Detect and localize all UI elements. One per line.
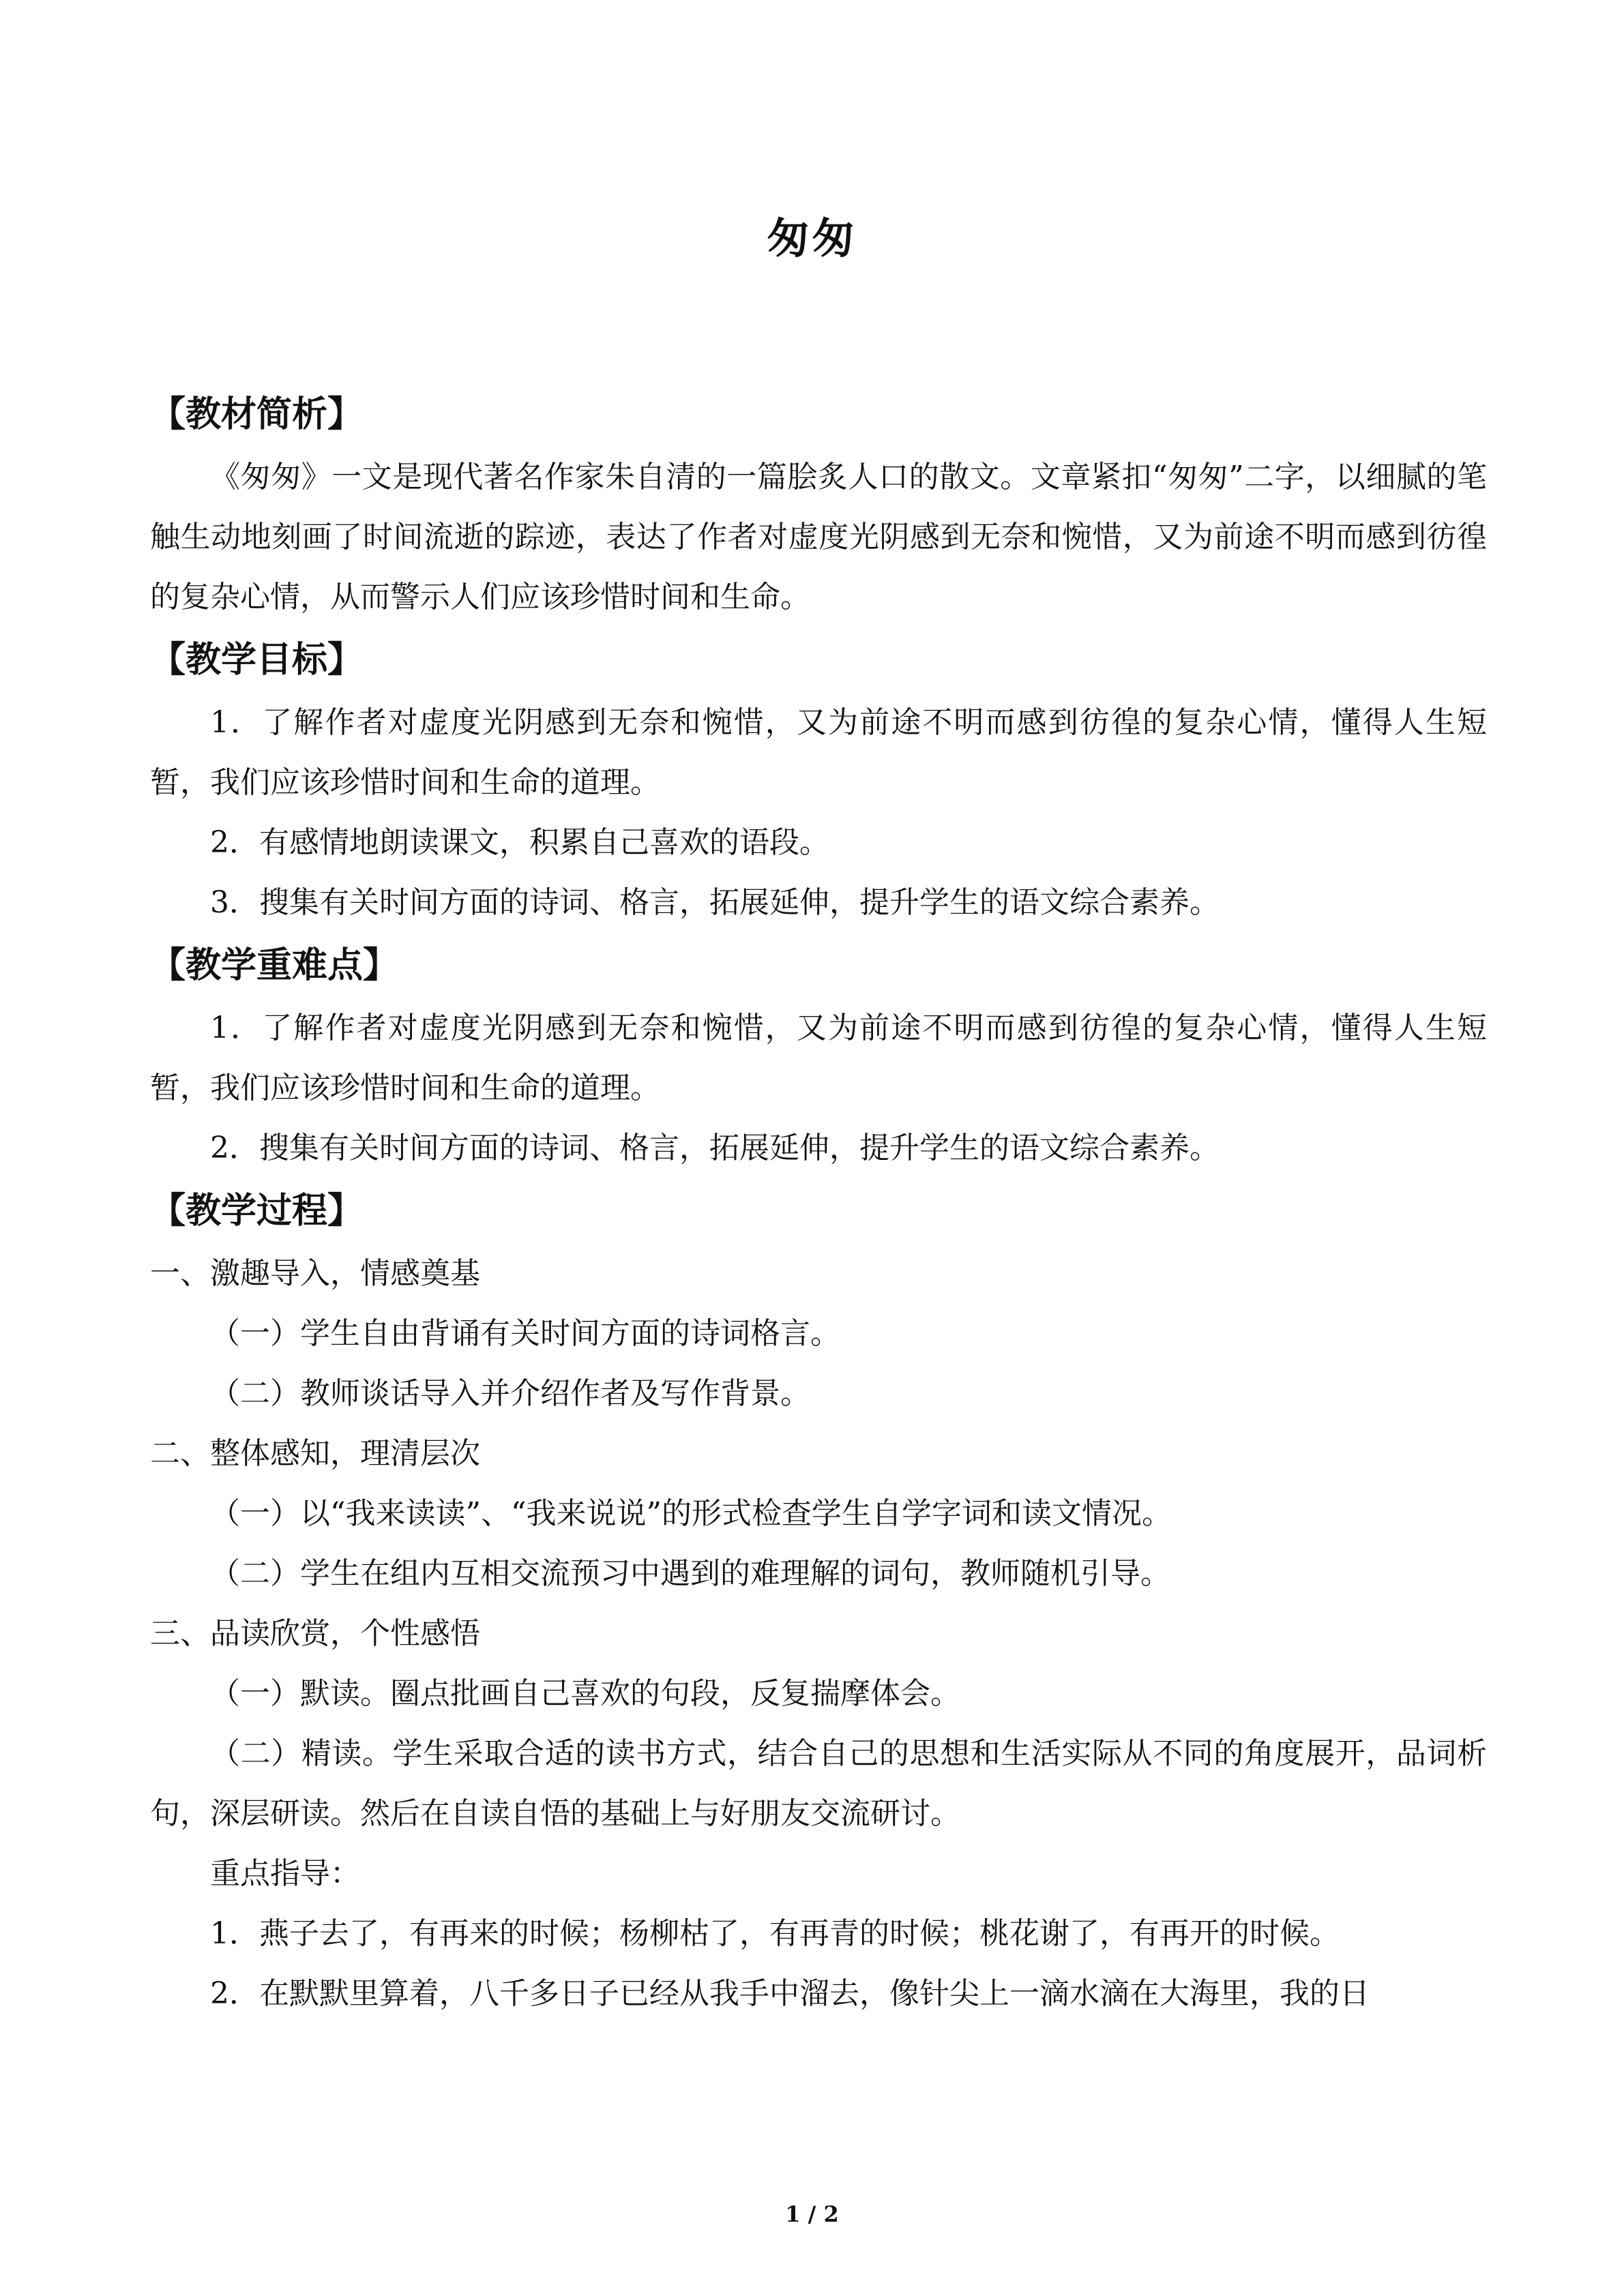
process-step-3: 三、品读欣赏，个性感悟 [150,1616,480,1651]
process-step-2: 二、整体感知，理清层次 [150,1436,480,1471]
section-heading-key-difficulties: 【教学重难点】 [150,944,399,986]
process-step-1b: （二）教师谈话导入并介绍作者及写作背景。 [210,1376,810,1411]
page-number: 1 / 2 [785,2201,839,2227]
teaching-goal-3: 3．搜集有关时间方面的诗词、格言，拓展延伸，提升学生的语文综合素养。 [210,885,1220,920]
section-heading-teaching-goals: 【教学目标】 [150,639,364,681]
focus-item-1: 1．燕子去了，有再来的时候；杨柳枯了，有再青的时候；桃花谢了，有再开的时候。 [210,1916,1340,1951]
teaching-goal-1: 1．了解作者对虚度光阴感到无奈和惋惜，又为前途不明而感到彷徨的复杂心情，懂得人生短暂，我们应该珍惜时间和生命的道理。 [150,705,1487,800]
process-step-2a: （一）以“我来读读”、“我来说说”的形式检查学生自学字词和读文情况。 [210,1496,1172,1531]
process-step-2b: （二）学生在组内互相交流预习中遇到的难理解的词句，教师随机引导。 [210,1556,1170,1591]
process-step-3a: （一）默读。圈点批画自己喜欢的句段，反复揣摩体会。 [210,1676,960,1711]
key-difficulty-1: 1．了解作者对虚度光阴感到无奈和惋惜，又为前途不明而感到彷徨的复杂心情，懂得人生短暂，我们应该珍惜时间和生命的道理。 [150,1011,1487,1105]
process-step-3b: （二）精读。学生采取合适的读书方式，结合自己的思想和生活实际从不同的角度展开，品词析句，深层研读。然后在自读自悟的基础上与好朋友交流研讨。 [150,1736,1487,1831]
key-difficulty-2: 2．搜集有关时间方面的诗词、格言，拓展延伸，提升学生的语文综合素养。 [210,1131,1220,1165]
section-heading-teaching-process: 【教学过程】 [150,1190,364,1232]
focus-label: 重点指导： [210,1856,360,1891]
teaching-goal-2: 2．有感情地朗读课文，积累自己喜欢的语段。 [210,825,829,860]
process-step-1: 一、激趣导入，情感奠基 [150,1256,480,1291]
section-heading-material-analysis: 【教材简析】 [150,393,364,435]
material-analysis-text: 《匆匆》一文是现代著名作家朱自清的一篇脍炙人口的散文。文章紧扣“匆匆”二字，以细腻的笔触生动地刻画了时间流逝的踪迹，表达了作者对虚度光阴感到无奈和惋惜，又为前途不明而感到彷徨的复杂心情，从而警示人们应该珍惜时间和生命。 [150,460,1487,614]
document-title: 匆匆 [767,213,857,263]
document-body [150,382,1487,2024]
process-step-1a: （一）学生自由背诵有关时间方面的诗词格言。 [210,1316,840,1351]
focus-item-2: 2．在默默里算着，八千多日子已经从我手中溜去，像针尖上一滴水滴在大海里，我的日 [210,1976,1370,2011]
